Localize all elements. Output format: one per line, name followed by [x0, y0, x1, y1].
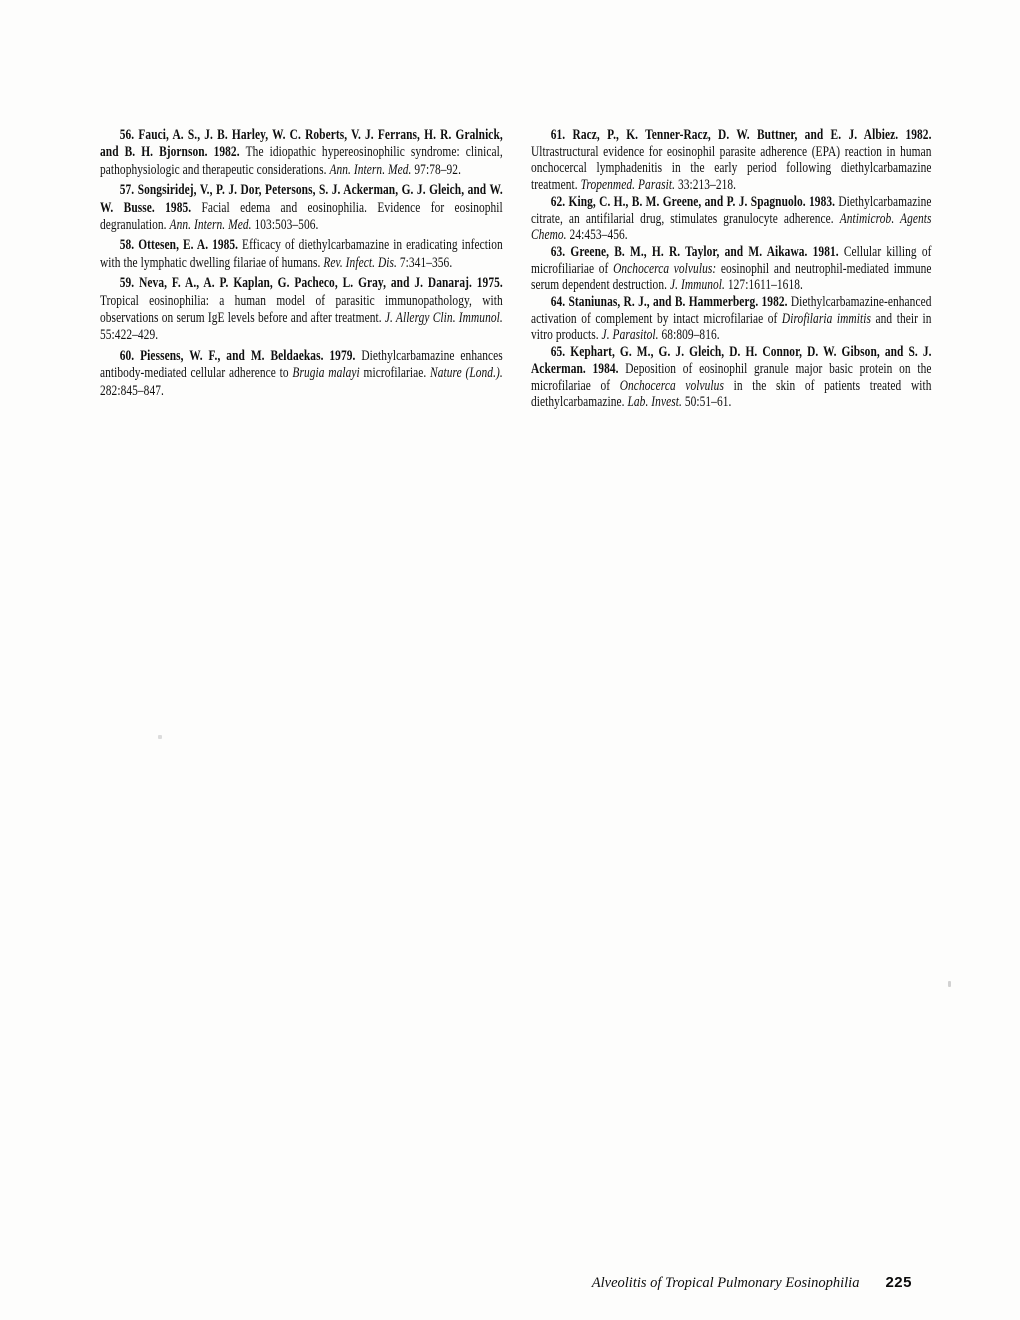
reference-segment-roman: Efficacy of diethylcarbamazine in eradicating infection with the lymphatic dwelling filariae of humans. [100, 237, 503, 271]
reference-segment-italic: Tropenmed. Parasit. [580, 177, 676, 194]
reference-segment-roman: Deposition of eosinophil granule major basic protein on the microfilariae of [531, 360, 932, 394]
reference-segment-italic: Nature (Lond.). [430, 365, 503, 382]
references-column-right [531, 127, 932, 411]
reference-segment-bold: 59. Neva, F. A., A. P. Kaplan, G. Pacheco, L. Gray, and J. Danaraj. 1975. [119, 275, 503, 292]
reference-segment-bold: 57. Songsiridej, V., P. J. Dor, Petersons, S. J. Ackerman, G. J. Gleich, and W. W. Busse. 1985. [100, 182, 503, 216]
reference-segment-bold: 61. Racz, P., K. Tenner-Racz, D. W. Buttner, and E. J. Albiez. 1982. [550, 127, 932, 143]
reference-segment-italic: Rev. Infect. Dis. [323, 254, 397, 271]
reference-segment-roman: Cellular killing of microfiliariae of [531, 243, 932, 277]
reference-segment-italic: Brugia malayi [292, 365, 360, 382]
reference-item [100, 182, 503, 234]
running-title: Alveolitis of Tropical Pulmonary Eosinophilia [591, 1275, 860, 1291]
reference-segment-bold: 60. Piessens, W. F., and M. Beldaekas. 1979. [119, 347, 362, 364]
reference-segment-roman: 97:78–92. [411, 161, 462, 178]
reference-segment-italic: Dirofilaria immitis [781, 310, 871, 327]
reference-segment-roman: Diethylcarbamazine enhances antibody-mediated cellular adherence to [100, 347, 503, 382]
reference-segment-italic: Onchocerca volvulus [619, 377, 724, 394]
reference-item [531, 294, 932, 344]
page-number: 225 [885, 1274, 912, 1291]
reference-segment-roman: 103:503–506. [251, 217, 319, 234]
reference-segment-roman: Diethylcarbamazine-enhanced activation of complement by intact microfilariae of [531, 294, 932, 327]
reference-item [100, 348, 503, 400]
reference-item [531, 127, 932, 194]
reference-segment-roman: Diethylcarbamazine citrate, an antifilarial drug, stimulates granulocyte adherence. [531, 193, 932, 227]
reference-segment-bold: 56. Fauci, A. S., J. B. Harley, W. C. Roberts, V. J. Ferrans, H. R. Gralnick, and B. H. Bjornson. 1982. [100, 127, 503, 161]
reference-segment-roman: 50:51–61. [681, 394, 732, 411]
reference-segment-roman: 55:422–429. [100, 327, 159, 344]
reference-segment-bold: 65. Kephart, G. M., G. J. Gleich, D. H. Connor, D. W. Gibson, and S. J. Ackerman. 1984. [531, 344, 932, 377]
reference-segment-bold: 58. Ottesen, E. A. 1985. [119, 237, 243, 254]
reference-segment-bold: 64. Staniunas, R. J., and B. Hammerberg. 1982. [550, 294, 791, 311]
scan-artifact [158, 735, 162, 739]
reference-segment-roman: 24:453–456. [566, 227, 628, 244]
scan-artifact [948, 981, 951, 987]
reference-segment-roman: Ultrastructural evidence for eosinophil parasite adherence (EPA) reaction in human onchocercal lymphadenitis in the early period following diethylcarbamazine treatment. [531, 143, 932, 194]
reference-segment-italic: Onchocerca volvulus: [613, 260, 717, 277]
reference-segment-roman: 33:213–218. [675, 177, 737, 194]
reference-segment-italic: J. Parasitol. [601, 327, 659, 344]
reference-segment-italic: Antimicrob. Agents Chemo. [531, 210, 932, 244]
reference-segment-italic: Ann. Intern. Med. [169, 217, 252, 234]
page-footer [592, 1274, 912, 1292]
reference-item [100, 127, 503, 179]
reference-item [531, 194, 932, 244]
reference-segment-roman: Tropical eosinophilia: a human model of parasitic immunopathology, with observations on serum IgE levels before and after treatment. [100, 292, 503, 327]
reference-segment-roman: 7:341–356. [396, 254, 453, 271]
reference-segment-roman: 127:1611–1618. [724, 277, 803, 294]
reference-segment-roman: and their in vitro products. [531, 310, 932, 344]
reference-segment-roman: The idiopathic hypereosinophilic syndrome: clinical, pathophysiologic and therapeutic considerations. [100, 144, 503, 178]
reference-segment-roman: 282:845–847. [100, 382, 164, 399]
references-column-left [100, 127, 503, 403]
reference-segment-bold: 62. King, C. H., B. M. Greene, and P. J. Spagnuolo. 1983. [550, 193, 839, 210]
reference-item [531, 244, 932, 294]
reference-segment-roman: Facial edema and eosinophilia. Evidence for eosinophil degranulation. [100, 199, 503, 234]
reference-item [100, 275, 503, 345]
reference-segment-roman: microfilariae. [359, 365, 431, 382]
reference-segment-roman: 68:809–816. [658, 327, 720, 344]
reference-item [531, 344, 932, 411]
reference-segment-roman: eosinophil and neutrophil-mediated immune serum dependent destruction. [531, 260, 932, 294]
reference-segment-bold: 63. Greene, B. M., H. R. Taylor, and M. Aikawa. 1981. [550, 243, 844, 260]
reference-segment-italic: Ann. Intern. Med. [329, 161, 412, 178]
reference-segment-italic: J. Allergy Clin. Immunol. [384, 310, 503, 327]
reference-segment-italic: Lab. Invest. [627, 394, 682, 411]
reference-segment-italic: J. Immunol. [669, 277, 725, 294]
reference-item [100, 237, 503, 272]
reference-segment-roman: in the skin of patients treated with diethylcarbamazine. [531, 377, 932, 411]
